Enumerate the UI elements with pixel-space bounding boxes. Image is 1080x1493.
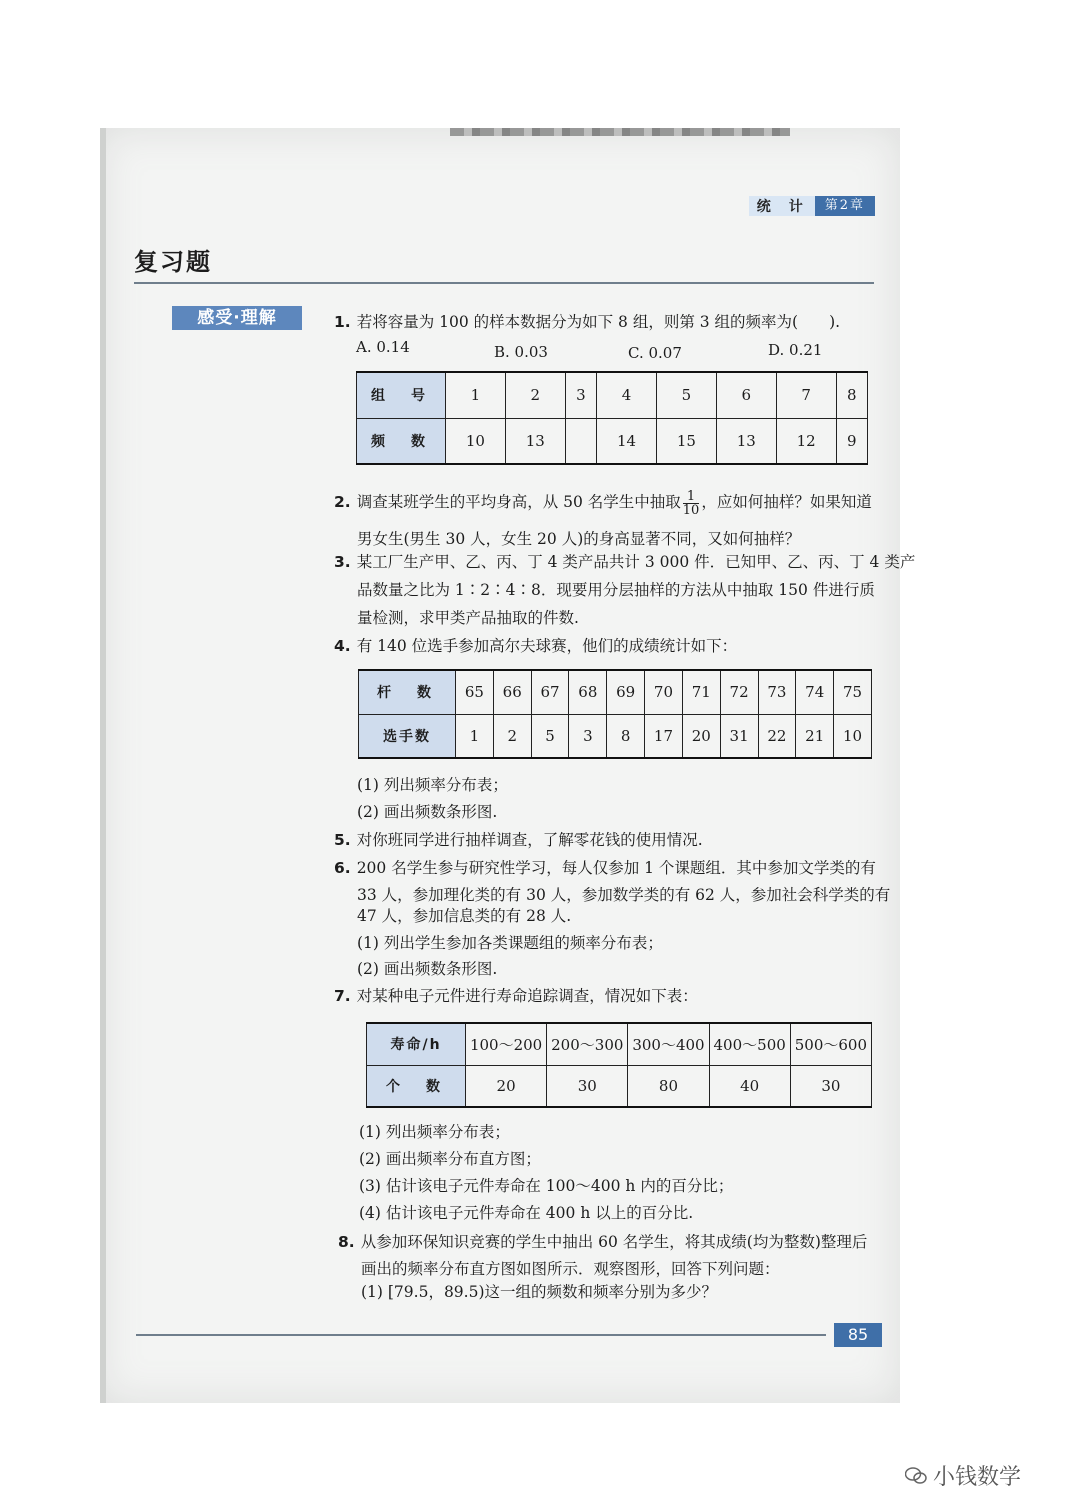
- option-d: D. 0.21: [768, 341, 823, 359]
- table-cell: [565, 418, 596, 464]
- wechat-icon: [905, 1467, 927, 1485]
- question-2: [334, 489, 872, 517]
- table-cell: 8: [836, 372, 867, 418]
- question-7-sub-1: (1) 列出频率分布表；: [359, 1123, 510, 1141]
- table-cell: 8: [607, 714, 645, 758]
- question-text: 有 140 位选手参加高尔夫球赛，他们的成绩统计如下：: [356, 637, 738, 655]
- page-number: 85: [834, 1323, 882, 1347]
- question-6-sub-1: (1) 列出学生参加各类课题组的频率分布表；: [357, 934, 663, 952]
- question-8-line-2: 画出的频率分布直方图如图所示．观察图形，回答下列问题：: [361, 1260, 780, 1278]
- table-header: 组 号: [357, 372, 446, 418]
- question-7-sub-2: (2) 画出频率分布直方图；: [359, 1150, 541, 1168]
- table-header: 选手数: [359, 714, 456, 758]
- question-number: 3.: [334, 553, 351, 571]
- table-cell: 75: [834, 670, 872, 714]
- question-7-sub-3: (3) 估计该电子元件寿命在 100～400 h 内的百分比；: [359, 1177, 734, 1195]
- question-3-line-2: 品数量之比为 1∶2∶4∶8．现要用分层抽样的方法从中抽取 150 件进行质: [357, 581, 875, 599]
- table-cell: 67: [531, 670, 569, 714]
- table-cell: 72: [720, 670, 758, 714]
- table-header: 杆 数: [359, 670, 456, 714]
- table-cell: 74: [796, 670, 834, 714]
- chapter-title: 统 计: [756, 199, 805, 215]
- question-text: 从参加环保知识竞赛的学生中抽出 60 名学生，将其成绩(均为整数)整理后: [360, 1233, 868, 1251]
- question-text: 某工厂生产甲、乙、丙、丁 4 类产品共计 3 000 件．已知甲、乙、丙、丁 4 类产: [356, 553, 916, 571]
- table-cell: 31: [720, 714, 758, 758]
- question-6: [334, 855, 876, 882]
- question-number: 6.: [334, 859, 351, 877]
- table-cell: 14: [597, 418, 657, 464]
- fraction-denominator: 10: [682, 502, 700, 518]
- table-cell: 21: [796, 714, 834, 758]
- table-cell: 22: [758, 714, 796, 758]
- table-cell: 9: [836, 418, 867, 464]
- question-4-sub-2: (2) 画出频数条形图.: [357, 803, 498, 821]
- option-b: B. 0.03: [494, 343, 548, 361]
- table-cell: 65: [456, 670, 494, 714]
- question-1: [334, 309, 840, 336]
- page-top-shadow: [450, 128, 790, 136]
- watermark-text: 小钱数学: [933, 1465, 1022, 1490]
- table-cell: 20: [466, 1065, 547, 1107]
- lifespan-table: [366, 1022, 872, 1108]
- golf-score-table: [358, 669, 872, 759]
- table-cell: 40: [709, 1065, 790, 1107]
- question-text: 调查某班学生的平均身高，从 50 名学生中抽取: [356, 493, 681, 511]
- table-cell: 3: [565, 372, 596, 418]
- question-number: 4.: [334, 637, 351, 655]
- table-cell: 30: [790, 1065, 871, 1107]
- question-4-sub-1: (1) 列出频率分布表；: [357, 776, 508, 794]
- question-8: [338, 1229, 867, 1256]
- question-6-line-2: 33 人，参加理化类的有 30 人，参加数学类的有 62 人，参加社会科学类的有: [357, 886, 891, 904]
- table-cell: 73: [758, 670, 796, 714]
- question-4: [334, 633, 737, 660]
- chapter-tag: 第2章: [815, 196, 875, 216]
- table-cell: 13: [505, 418, 565, 464]
- table-cell: 80: [628, 1065, 709, 1107]
- table-cell: 6: [716, 372, 776, 418]
- table-cell: 15: [656, 418, 716, 464]
- question-text: 对你班同学进行抽样调查，了解零花钱的使用情况.: [356, 831, 703, 849]
- footer-rule: [136, 1334, 826, 1336]
- question-8-sub-1: (1) [79.5，89.5)这一组的频数和频率分别为多少？: [361, 1283, 718, 1301]
- question-3: [334, 549, 915, 576]
- table-cell: 10: [446, 418, 506, 464]
- fraction-numerator: 1: [683, 490, 700, 504]
- question-text: 对某种电子元件进行寿命追踪调查，情况如下表：: [356, 987, 698, 1005]
- table-cell: 17: [645, 714, 683, 758]
- question-text-cont: ，应如何抽样？如果知道: [701, 493, 872, 511]
- table-cell: 10: [834, 714, 872, 758]
- question-number: 7.: [334, 987, 351, 1005]
- table-cell: 100～200: [466, 1023, 547, 1065]
- table-cell: 200～300: [547, 1023, 628, 1065]
- watermark: [905, 1460, 1021, 1491]
- table-cell: 69: [607, 670, 645, 714]
- question-6-line-3: 47 人，参加信息类的有 28 人.: [357, 907, 572, 925]
- question-text: 200 名学生参与研究性学习，每人仅参加 1 个课题组．其中参加文学类的有: [356, 859, 876, 877]
- question-2-line-2: 男女生(男生 30 人，女生 20 人)的身高显著不同，又如何抽样？: [357, 530, 801, 548]
- section-badge: 感受·理解: [172, 306, 302, 330]
- table-cell: 12: [776, 418, 836, 464]
- table-cell: 20: [682, 714, 720, 758]
- question-5: [334, 827, 703, 854]
- table-cell: 66: [493, 670, 531, 714]
- question-3-line-3: 量检测，求甲类产品抽取的件数.: [357, 609, 579, 627]
- question-text: 若将容量为 100 的样本数据分为如下 8 组，则第 3 组的频率为( ).: [356, 313, 841, 331]
- table-cell: 300～400: [628, 1023, 709, 1065]
- page-spine: [100, 128, 106, 1403]
- question-6-sub-2: (2) 画出频数条形图.: [357, 960, 498, 978]
- table-cell: 5: [656, 372, 716, 418]
- fraction: [683, 490, 700, 517]
- table-cell: 71: [682, 670, 720, 714]
- table-cell: 5: [531, 714, 569, 758]
- table-cell: 500～600: [790, 1023, 871, 1065]
- option-c: C. 0.07: [628, 344, 682, 362]
- table-cell: 4: [597, 372, 657, 418]
- table-cell: 3: [569, 714, 607, 758]
- table-header: 频 数: [357, 418, 446, 464]
- question-7-sub-4: (4) 估计该电子元件寿命在 400 h 以上的百分比.: [359, 1204, 694, 1222]
- chapter-header: [749, 196, 875, 216]
- question-number: 8.: [338, 1233, 355, 1251]
- table-cell: 70: [645, 670, 683, 714]
- section-title: 复习题: [134, 248, 212, 276]
- table-cell: 7: [776, 372, 836, 418]
- table-header: 个 数: [367, 1065, 466, 1107]
- question-number: 2.: [334, 493, 351, 511]
- table-cell: 13: [716, 418, 776, 464]
- table-cell: 1: [456, 714, 494, 758]
- group-frequency-table: [356, 371, 868, 465]
- title-rule: [134, 282, 874, 284]
- table-cell: 68: [569, 670, 607, 714]
- table-cell: 2: [493, 714, 531, 758]
- question-number: 1.: [334, 313, 351, 331]
- question-7: [334, 983, 698, 1010]
- table-cell: 30: [547, 1065, 628, 1107]
- table-cell: 2: [505, 372, 565, 418]
- table-cell: 400～500: [709, 1023, 790, 1065]
- option-a: A. 0.14: [356, 338, 410, 356]
- table-header: 寿命/h: [367, 1023, 466, 1065]
- question-number: 5.: [334, 831, 351, 849]
- table-cell: 1: [446, 372, 506, 418]
